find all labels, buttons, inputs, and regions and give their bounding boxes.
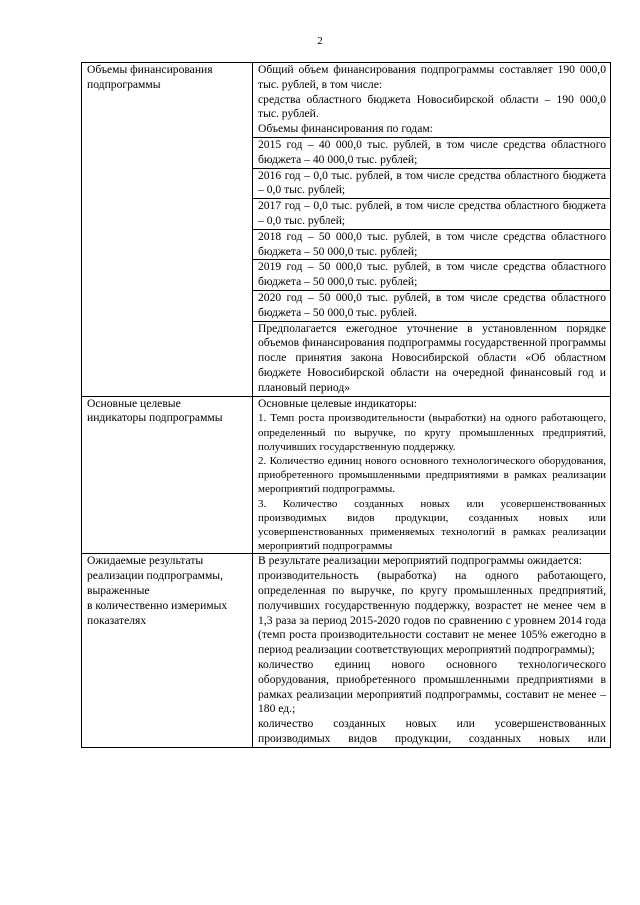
label-line: подпрограммы [87,77,161,91]
paragraph: Объемы финансирования по годам: [258,122,433,136]
row-content-financing [253,63,611,397]
row-label-expected-results [82,554,253,747]
label-line: индикаторы подпрограммы [87,411,223,425]
label-line: Основные целевые [87,396,181,410]
label-line: Объемы финансирования [87,63,213,76]
paragraph: 2017 год – 0,0 тыс. рублей, в том числе средства областного бюджета – 0,0 тыс. рублей; [253,198,610,229]
paragraph: 2015 год – 40 000,0 тыс. рублей, в том числе средства областного бюджета – 40 000,0 тыс. рублей; [253,137,610,168]
subprogram-passport-table [81,62,611,748]
label-line: выраженные [87,583,150,597]
paragraph: 2016 год – 0,0 тыс. рублей, в том числе средства областного бюджета – 0,0 тыс. рублей; [253,168,610,199]
table-row-indicators [82,396,611,554]
paragraph: количество единиц нового основного технологического оборудования, приобретенного промышленными предприятиями в рамках реализации мероприятий подпрограммы, составит не менее – 180 ед.; [258,657,606,716]
row-content-expected-results [253,554,611,747]
label-line: показателях [87,613,147,627]
paragraph: Основные целевые индикаторы: [258,396,417,410]
label-line: в количественно измеримых [87,598,228,612]
row-label-indicators [82,396,253,554]
paragraph: количество созданных новых или усовершенствованных производимых видов продукции, созданных новых или [258,717,606,745]
paragraph: 2019 год – 50 000,0 тыс. рублей, в том числе средства областного бюджета – 50 000,0 тыс. рублей; [253,259,610,290]
label-line: реализации подпрограммы, [87,569,223,583]
paragraph: 2020 год – 50 000,0 тыс. рублей, в том числе средства областного бюджета – 50 000,0 тыс. рублей. [253,290,610,321]
paragraph: Общий объем финансирования подпрограммы составляет 190 000,0 тыс. рублей, в том числе: [258,63,606,91]
row-label-financing [82,63,253,397]
label-line: Ожидаемые результаты [87,554,204,568]
paragraph: 1. Темп роста производительности (выработки) на одного работающего, определенный по выручке, по кругу промышленных предприятий, получивших государственную поддержку. [258,412,606,453]
paragraph: производительность (выработка) на одного работающего, определенная по выручке, по кругу промышленных предприятий, получивших государственную поддержку, возрастет не менее чем в 1,3 раза за период 2015-2020 годов по сравнению с уровнем 2014 года (темп роста производительности составит не менее 105% ежегодно в период реализации соответствующих мероприятий подпрограммы); [258,569,606,657]
paragraph: 3. Количество созданных новых или усовершенствованных производимых видов продукции, созданных новых или усовершенствованных применяемых технологий в рамках реализации мероприятий подпрограммы [258,497,606,553]
page-number: 2 [317,35,323,47]
table-row-financing [82,63,611,397]
paragraph: 2. Количество единиц нового основного технологического оборудования, приобретенного промышленными предприятиями в рамках реализации мероприятий подпрограммы. [258,454,606,496]
paragraph: средства областного бюджета Новосибирской области – 190 000,0 тыс. рублей. [258,92,606,121]
row-content-indicators [253,396,611,554]
paragraph: 2018 год – 50 000,0 тыс. рублей, в том числе средства областного бюджета – 50 000,0 тыс. рублей; [253,229,610,260]
paragraph: В результате реализации мероприятий подпрограммы ожидается: [258,554,582,568]
table-row-expected-results [82,554,611,747]
paragraph: Предполагается ежегодное уточнение в установленном порядке объемов финансирования подпрограммы государственной программы после принятия закона Новосибирской области «Об областном бюджете Новосибирской области на очередной финансовый год и плановый период» [253,321,610,396]
